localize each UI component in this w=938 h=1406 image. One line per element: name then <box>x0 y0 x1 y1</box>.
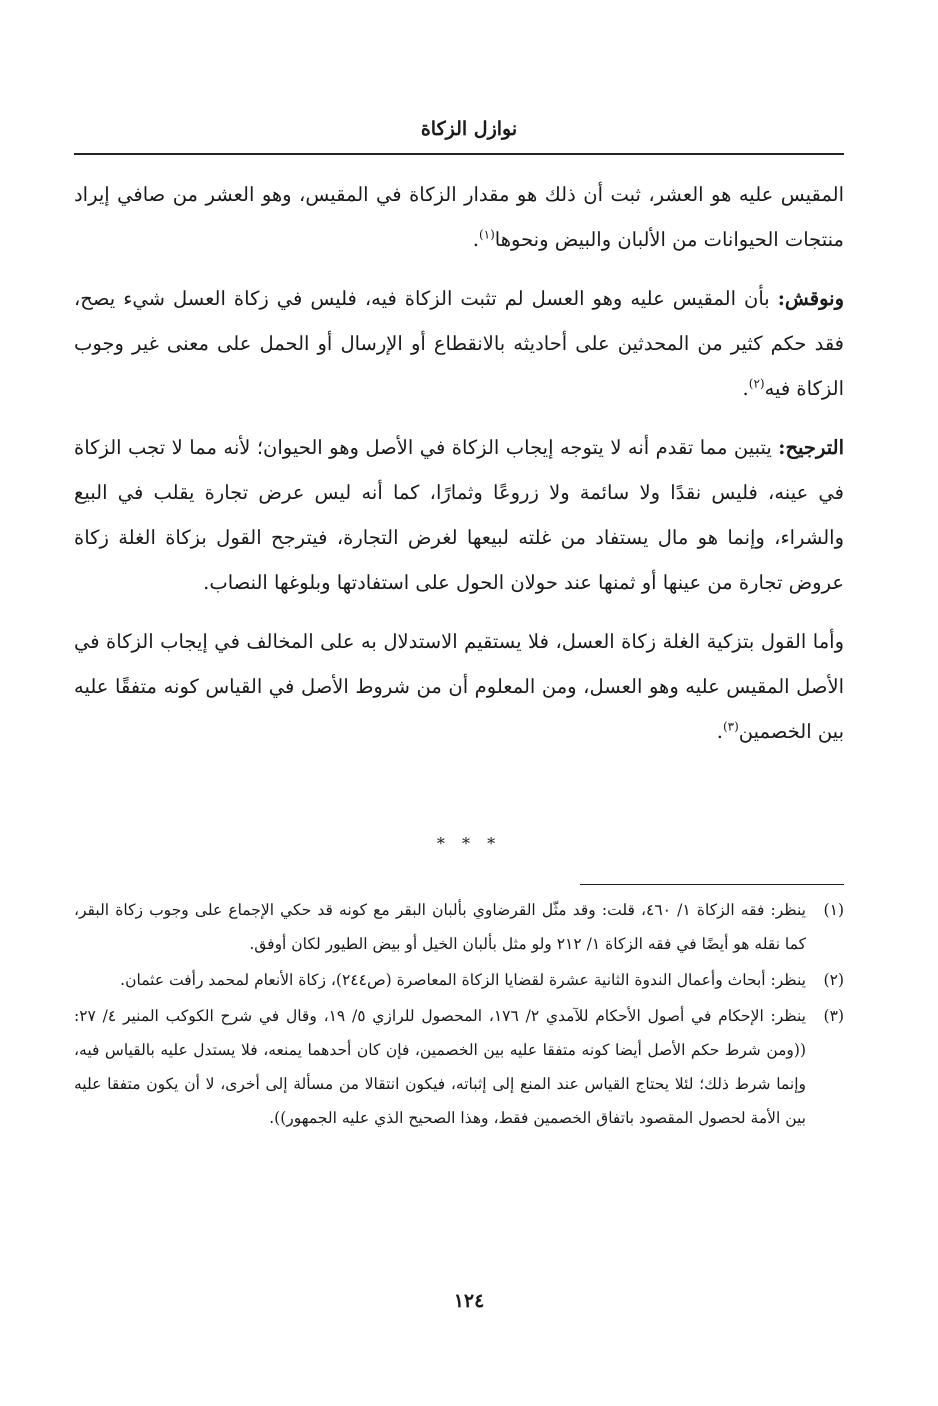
footnote-text: ينظر: الإحكام في أصول الأحكام للآمدي ٢/ ١٧٦، المحصول للرازي ٥/ ١٩، وقال في شرح الكوكب المنير ٤/ ٢٧: ((ومن شرط حكم الأصل أيضا كونه متفقا عليه بين الخصمين، فإن كان أحدهما يمنعه، فلا يستدل عليه بالقياس فيه، وإنما شرط ذلك؛ لئلا يحتاج القياس عند المنع إلى إثباته، فيكون انتقالا من مسألة إلى أخرى، لا أن يكون متفقا عليه بين الأمة لحصول المقصود باتفاق الخصمين فقط، وهذا الصحيح الذي عليه الجمهور)). <box>74 1007 806 1127</box>
footnote-number: (٣) <box>823 1007 844 1025</box>
main-text <box>74 172 844 768</box>
footnotes <box>74 893 844 1137</box>
paragraph-1: المقيس عليه هو العشر، ثبت أن ذلك هو مقدار الزكاة في المقيس، وهو العشر من صافي إيراد منتجات الحيوانات من الألبان والبيض ونحوها$^{(١)}$. <box>74 183 844 251</box>
page-number: ١٢٤ <box>453 1290 485 1312</box>
footnote-text: ينظر: أبحاث وأعمال الندوة الثانية عشرة لقضايا الزكاة المعاصرة (ص٢٤٤)، زكاة الأنعام لمحمد رأفت عثمان. <box>120 971 806 989</box>
footnote-3 <box>74 999 844 1135</box>
footnote-number: (٢) <box>823 971 844 989</box>
footnote-ref-2: (٢) <box>748 376 765 391</box>
footnote-2 <box>74 963 844 997</box>
footnote-rule <box>580 884 844 885</box>
paragraph-2: ونوقش: بأن المقيس عليه وهو العسل لم تثبت الزكاة فيه، فليس في زكاة العسل شيء يصح، فقد حكم كثير من المحدثين على أحاديثه بالانقطاع أو الإرسال أو الحمل على معنى غير وجوب الزكاة فيه$^{(٢)}$. <box>74 287 844 400</box>
paragraph-3: الترجيح: يتبين مما تقدم أنه لا يتوجه إيجاب الزكاة في الأصل وهو الحيوان؛ لأنه مما لا تجب الزكاة في عينه، فليس نقدًا ولا سائمة ولا زروعًا وثمارًا، كما أنه ليس عرض تجارة يقلب في البيع والشراء، وإنما هو مال يستفاد من غلته لبيعها لغرض التجارة، فيترجح القول بزكاة الغلة زكاة عروض تجارة من عينها أو ثمنها عند حولان الحول على استفادتها وبلوغها النصاب. <box>74 436 844 594</box>
lead-word-preference: الترجيح: <box>778 436 844 459</box>
running-title: نوازل الزكاة <box>420 118 518 140</box>
lead-word-objection: ونوقش: <box>777 287 844 310</box>
header-rule <box>74 153 844 155</box>
footnote-ref-1: (١) <box>478 227 495 242</box>
footnote-text: ينظر: فقه الزكاة ١/ ٤٦٠، قلت: وقد مثّل القرضاوي بألبان البقر مع كونه قد حكي الإجماع على وجوب زكاة البقر، كما نقله هو أيضًا في فقه الزكاة ١/ ٢١٢ ولو مثل بألبان الخيل أو بيض الطيور لكان أوفق. <box>74 901 806 953</box>
section-divider: * * * <box>436 834 502 853</box>
footnote-number: (١) <box>823 901 844 919</box>
footnote-1 <box>74 893 844 961</box>
footnote-ref-3: (٣) <box>722 719 739 734</box>
paragraph-4: وأما القول بتزكية الغلة زكاة العسل، فلا يستقيم الاستدلال به على المخالف في إيجاب الزكاة في الأصل المقيس عليه وهو العسل، ومن المعلوم أن من شروط الأصل في القياس كونه متفقًا عليه بين الخصمين$^{(٣)}$. <box>74 630 844 743</box>
